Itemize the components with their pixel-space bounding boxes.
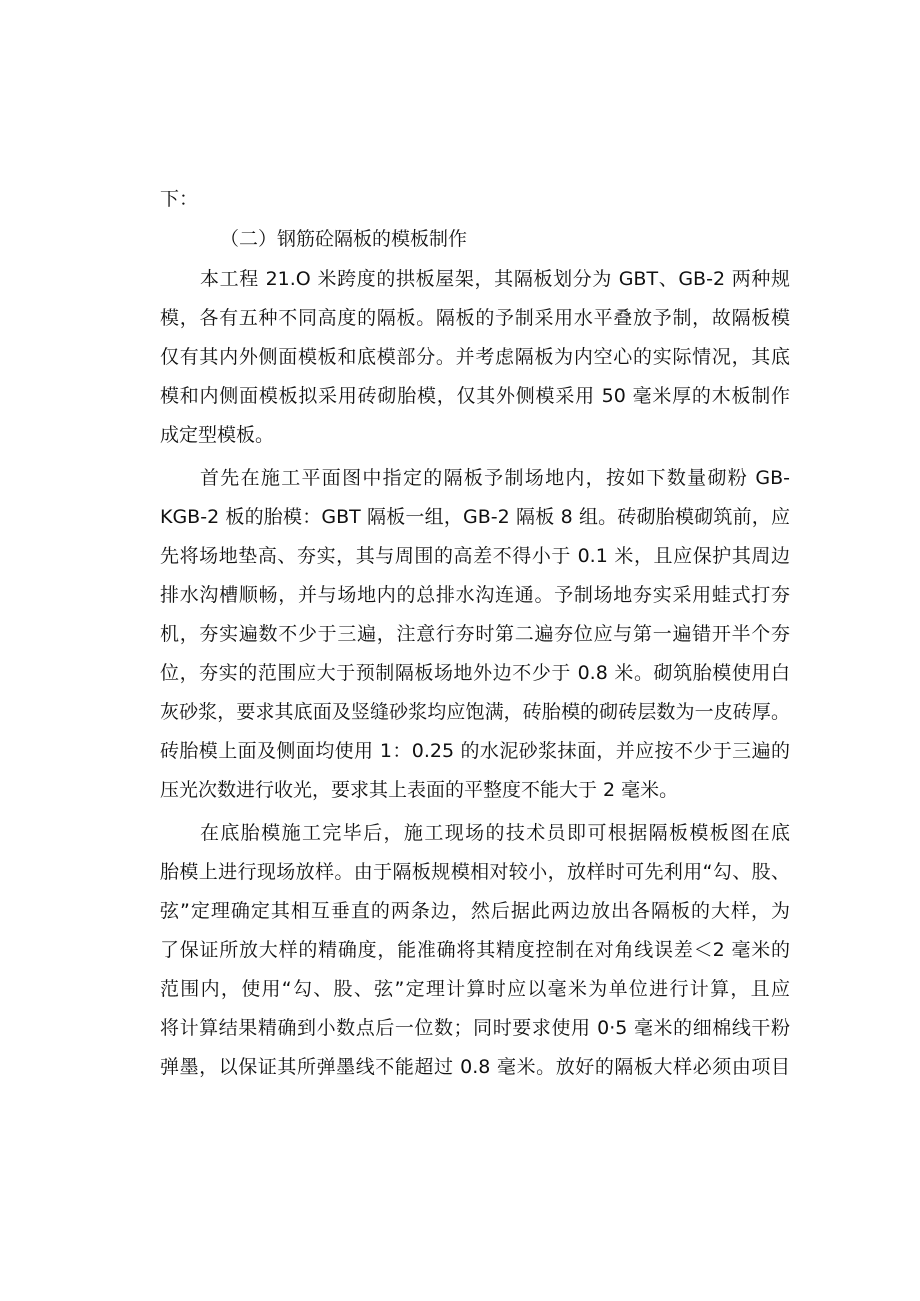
paragraph-line: 模，各有五种不同高度的隔板。隔板的予制采用水平叠放予制，故隔板模 — [160, 307, 790, 329]
paragraph-line: 范围内，使用“勾、股、弦”定理计算时应以毫米为单位进行计算，且应 — [160, 978, 790, 1000]
paragraph-line: 砖胎模上面及侧面均使用 1：0.25 的水泥砂浆抹面，并应按不少于三遍的 — [160, 740, 790, 762]
paragraph-line: 本工程 21.O 米跨度的拱板屋架，其隔板划分为 GBT、GB-2 两种规 — [200, 268, 790, 290]
paragraph-2 — [160, 459, 790, 810]
paragraph-line: 模和内侧面模板拟采用砖砌胎模，仅其外侧模采用 50 毫米厚的木板制作 — [160, 385, 790, 407]
continuation-line: 下： — [160, 188, 199, 210]
paragraph-line: 弦”定理确定其相互垂直的两条边，然后据此两边放出各隔板的大样，为 — [160, 900, 790, 922]
paragraph-line: 了保证所放大样的精确度，能准确将其精度控制在对角线误差＜2 毫米的 — [160, 939, 790, 961]
paragraph-line: 胎模上进行现场放样。由于隔板规模相对较小，放样时可先利用“勾、股、 — [160, 861, 790, 883]
paragraph-1 — [160, 260, 790, 455]
paragraph-line: 在底胎模施工完毕后，施工现场的技术员即可根据隔板模板图在底 — [200, 822, 790, 844]
paragraph-line: 灰砂浆，要求其底面及竖缝砂浆均应饱满，砖胎模的砌砖层数为一皮砖厚。 — [160, 701, 790, 723]
body-text — [160, 180, 790, 1087]
paragraph-line: 机，夯实遍数不少于三遍，注意行夯时第二遍夯位应与第一遍错开半个夯 — [160, 623, 790, 645]
paragraph-line: 将计算结果精确到小数点后一位数；同时要求使用 0·5 毫米的细棉线干粉 — [160, 1017, 790, 1039]
paragraph-line: KGB-2 板的胎模：GBT 隔板一组，GB-2 隔板 8 组。砖砌胎模砌筑前，应 — [160, 506, 790, 528]
paragraph-line: 仅有其内外侧面模板和底模部分。并考虑隔板为内空心的实际情况，其底 — [160, 346, 790, 368]
paragraph-line: 先将场地垫高、夯实，其与周围的高差不得小于 0.1 米，且应保护其周边 — [160, 545, 790, 567]
paragraph-line: 弹墨，以保证其所弹墨线不能超过 0.8 毫米。放好的隔板大样必须由项目 — [160, 1056, 790, 1078]
paragraph-line: 压光次数进行收光，要求其上表面的平整度不能大于 2 毫米。 — [160, 779, 679, 801]
paragraph-3 — [160, 814, 790, 1087]
paragraph-line: 成定型模板。 — [160, 424, 275, 446]
paragraph-line: 位，夯实的范围应大于预制隔板场地外边不少于 0.8 米。砌筑胎模使用白 — [160, 662, 790, 684]
paragraph-line: 首先在施工平面图中指定的隔板予制场地内，按如下数量砌粉 GB- — [200, 467, 790, 489]
paragraph-line: 排水沟槽顺畅，并与场地内的总排水沟连通。予制场地夯实采用蛙式打夯 — [160, 584, 790, 606]
section-heading: （二）钢筋砼隔板的模板制作 — [220, 228, 468, 250]
